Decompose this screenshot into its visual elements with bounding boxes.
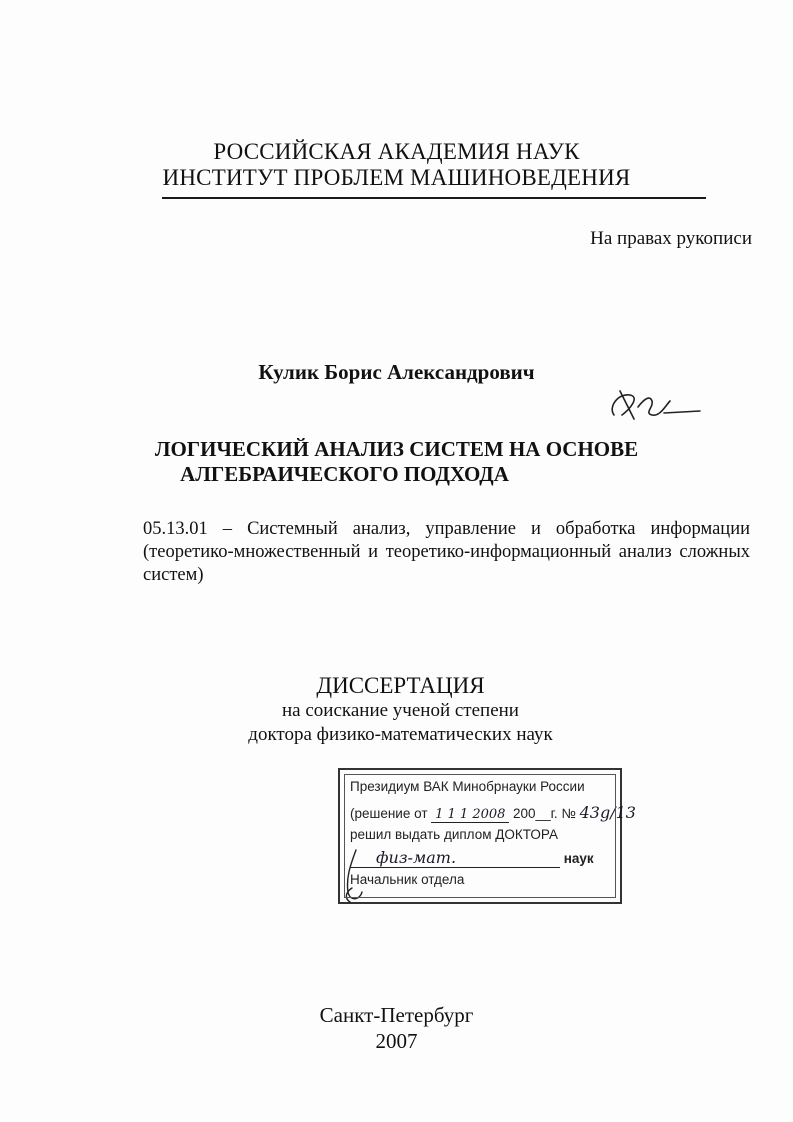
author-name: Кулик Борис Александрович	[258, 360, 535, 384]
specialty-line: систем)	[143, 565, 204, 585]
dissertation-title-line1: ЛОГИЧЕСКИЙ АНАЛИЗ СИСТЕМ НА ОСНОВЕ	[154, 437, 639, 461]
stamp-decision-date: 1 1 1 2008	[431, 807, 509, 823]
stamp-line: Президиум ВАК Минобрнауки России	[350, 779, 585, 794]
official-signature	[342, 848, 372, 904]
degree-line: доктора физико-математических наук	[248, 724, 553, 745]
stamp-award-text: решил выдать диплом ДОКТОРА	[350, 827, 558, 842]
vak-stamp	[338, 768, 636, 904]
specialty-line: 05.13.01 – Системный анализ, управление и обработка информации	[143, 519, 750, 539]
rights-note: На правах рукописи	[590, 228, 752, 249]
header-divider	[162, 197, 706, 199]
stamp-field-suffix: наук	[563, 851, 594, 866]
dissertation-title-line2: АЛГЕБРАИЧЕСКОГО ПОДХОДА	[180, 462, 509, 486]
degree-line: на соискание ученой степени	[282, 700, 519, 721]
stamp-decision-line	[350, 803, 636, 823]
stamp-line	[350, 827, 558, 842]
document-type: ДИССЕРТАЦИЯ	[316, 673, 485, 698]
stamp-field-handwritten: физ-мат.	[350, 848, 560, 868]
stamp-line: Начальник отдела	[350, 872, 465, 887]
specialty-block	[143, 518, 750, 587]
stamp-field-line	[350, 848, 594, 868]
institute-name: ИНСТИТУТ ПРОБЛЕМ МАШИНОВЕДЕНИЯ	[162, 165, 631, 190]
stamp-decision-number: 43g/13	[579, 803, 636, 822]
organization-name: РОССИЙСКАЯ АКАДЕМИЯ НАУК	[213, 139, 580, 164]
author-signature	[600, 385, 710, 425]
specialty-line: (теоретико-множественный и теоретико-информационный анализ сложных	[143, 542, 750, 562]
stamp-decision-year: 200__г. №	[513, 806, 576, 821]
year: 2007	[375, 1029, 418, 1053]
stamp-decision-prefix: (решение от	[350, 806, 428, 821]
city: Санкт-Петербург	[319, 1003, 474, 1027]
